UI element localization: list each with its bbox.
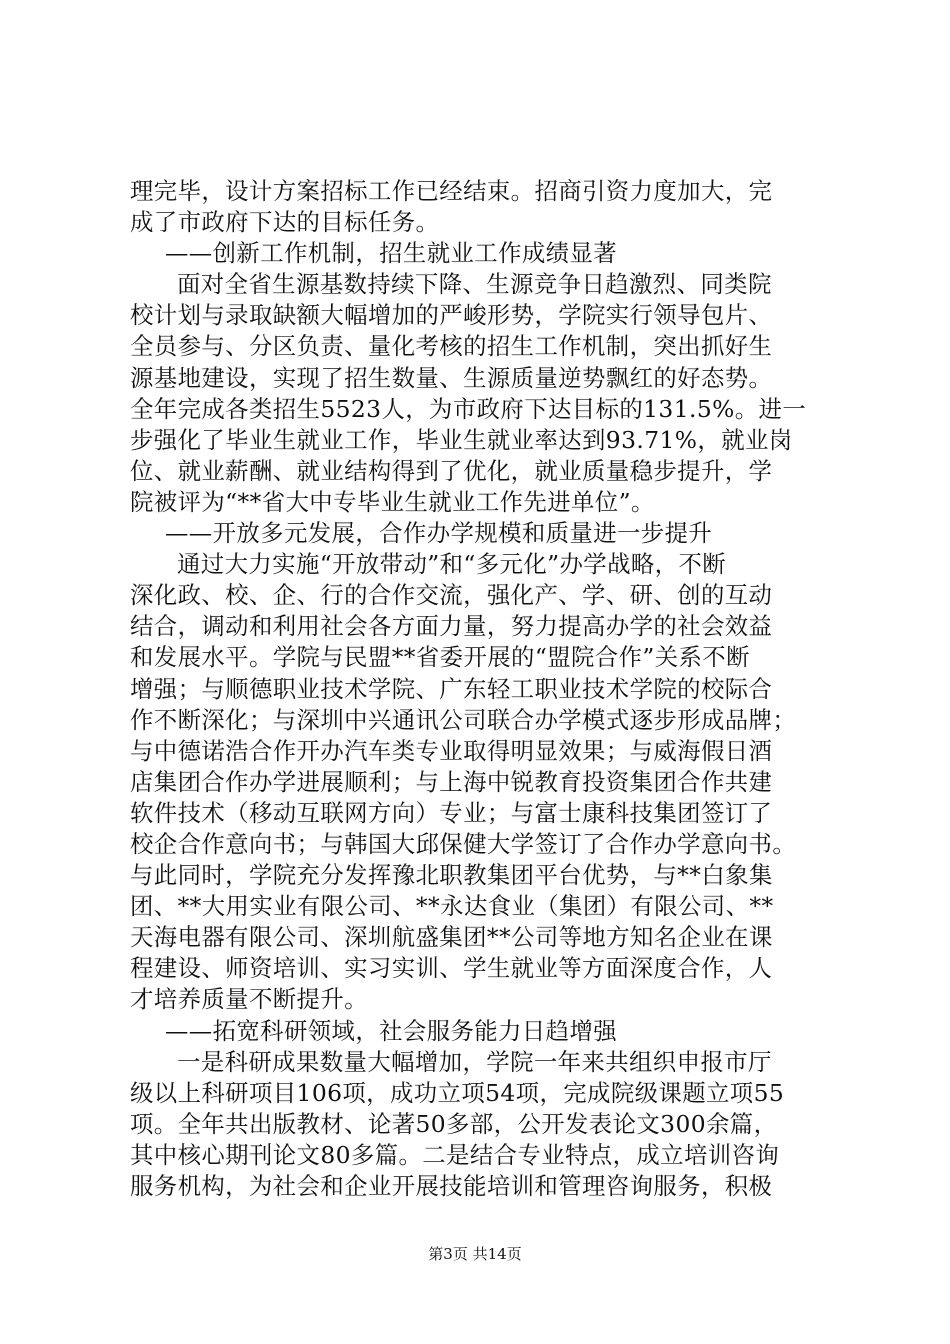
body-line: 深化政、校、企、行的合作交流，强化产、学、研、创的互动 [130,581,773,610]
body-line: 软件技术（移动互联网方向）专业；与富士康科技集团签订了 [130,798,773,827]
body-line: 成了市政府下达的目标任务。 [130,208,440,237]
body-line: 校企合作意向书；与韩国大邱保健大学签订了合作办学意向书。 [130,829,797,858]
body-line: 院被评为“**省大中专毕业生就业工作先进单位”。 [130,487,655,516]
section-heading: ——开放多元发展，合作办学规模和质量进一步提升 [165,519,713,548]
body-line: 其中核心期刊论文80多篇。二是结合专业特点，成立培训咨询 [130,1140,780,1169]
body-line: 级以上科研项目106项，成功立项54项，完成院级课题立项55 [130,1078,785,1107]
body-line: 源基地建设，实现了招生数量、生源质量逆势飘红的好态势。 [130,363,773,392]
body-line: 面对全省生源基数持续下降、生源竞争日趋激烈、同类院 [177,270,772,299]
section-heading: ——拓宽科研领域，社会服务能力日趋增强 [165,1016,618,1045]
body-line: 全员参与、分区负责、量化考核的招生工作机制，突出抓好生 [130,332,773,361]
body-line: 项。全年共出版教材、论著50多部，公开发表论文300余篇， [130,1109,778,1138]
body-line: 服务机构，为社会和企业开展技能培训和管理咨询服务，积极 [130,1172,773,1200]
body-line: 才培养质量不断提升。 [130,985,368,1014]
body-line: 团、**大用实业有限公司、**永达食业（集团）有限公司、** [130,892,774,921]
body-line: 和发展水平。学院与民盟**省委开展的“盟院合作”关系不断 [130,643,750,672]
body-line: 天海电器有限公司、深圳航盛集团**公司等地方知名企业在课 [130,923,773,952]
body-line: 一是科研成果数量大幅增加，学院一年来共组织申报市厅 [177,1047,772,1076]
section-heading: ——创新工作机制，招生就业工作成绩显著 [165,239,618,268]
page-footer: 第3页 共14页 [428,1245,522,1263]
body-line: 程建设、师资培训、实习实训、学生就业等方面深度合作，人 [130,954,773,983]
body-line: 店集团合作办学进展顺利；与上海中锐教育投资集团合作共建 [130,767,773,796]
body-line: 全年完成各类招生5523人，为市政府下达目标的131.5%。进一 [130,394,807,423]
document-body [130,176,835,1202]
body-line: 通过大力实施“开放带动”和“多元化”办学战略，不断 [177,550,727,579]
body-line: 校计划与录取缺额大幅增加的严峻形势，学院实行领导包片、 [130,301,773,330]
body-line: 作不断深化；与深圳中兴通讯公司联合办学模式逐步形成品牌； [130,705,797,734]
body-line: 增强；与顺德职业技术学院、广东轻工职业技术学院的校际合 [130,674,773,703]
body-line: 步强化了毕业生就业工作，毕业生就业率达到93.71%，就业岗 [130,425,793,454]
body-line: 理完毕，设计方案招标工作已经结束。招商引资力度加大，完 [130,177,773,205]
body-line: 与此同时，学院充分发挥豫北职教集团平台优势，与**白象集 [130,861,773,890]
body-line: 与中德诺浩合作开办汽车类专业取得明显效果；与威海假日酒 [130,736,773,765]
body-line: 位、就业薪酬、就业结构得到了优化，就业质量稳步提升，学 [130,456,773,485]
body-line: 结合，调动和利用社会各方面力量，努力提高办学的社会效益 [130,612,773,641]
